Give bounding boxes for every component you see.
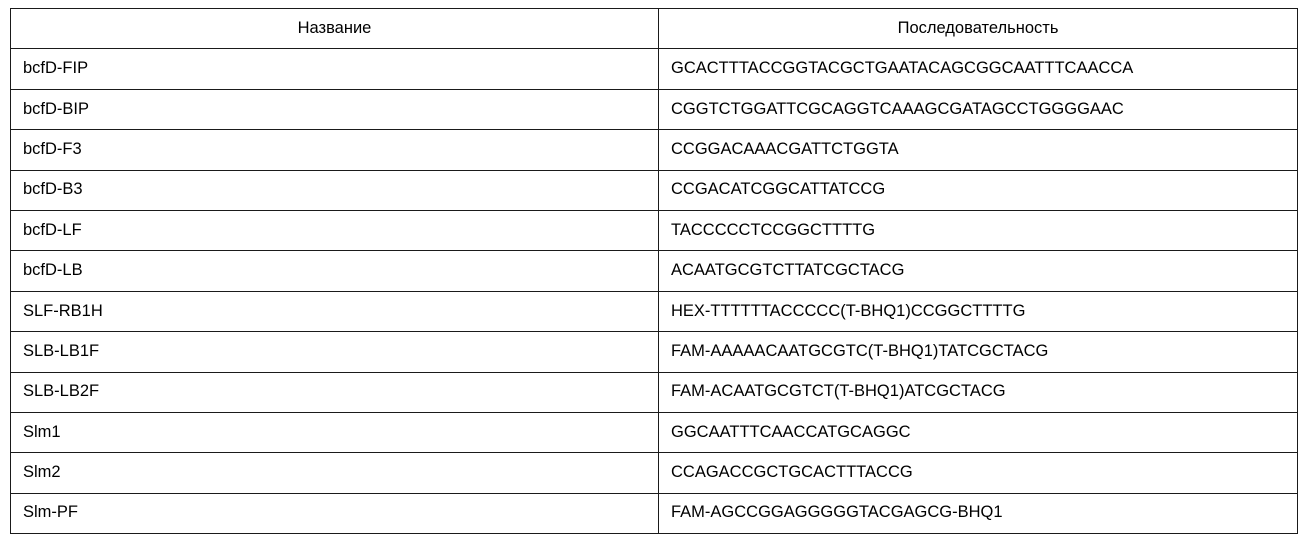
cell-sequence xyxy=(659,170,1298,210)
table-row xyxy=(11,210,1298,250)
primer-sequence: CGGTCTGGATTCGCAGGTCAAAGCGATAGCCTGGGGAAC xyxy=(671,99,1124,118)
primer-name: bcfD-LF xyxy=(23,220,82,239)
primer-sequence: CCGGACAAACGATTCTGGTA xyxy=(671,139,899,158)
cell-name xyxy=(11,453,659,493)
column-header-name xyxy=(11,9,659,49)
column-header-name-label: Название xyxy=(297,18,372,37)
primer-sequence: HEX-TTTTTTACCCCC(T-BHQ1)CCGGCTTTTG xyxy=(671,301,1026,320)
primer-name: bcfD-FIP xyxy=(23,59,89,78)
primer-sequence: ACAATGCGTCTTATCGCTACG xyxy=(671,261,905,280)
column-header-sequence-label: Последовательность xyxy=(897,18,1059,37)
table-header xyxy=(11,9,1298,49)
cell-sequence xyxy=(659,251,1298,291)
primer-name: bcfD-B3 xyxy=(23,180,83,199)
table-row xyxy=(11,332,1298,372)
table-row xyxy=(11,372,1298,412)
primer-name: SLB-LB1F xyxy=(23,341,100,360)
primer-name: bcfD-BIP xyxy=(23,99,90,118)
primer-sequence: FAM-ACAATGCGTCT(T-BHQ1)ATCGCTACG xyxy=(671,382,1006,401)
primer-table xyxy=(10,8,1298,534)
cell-sequence xyxy=(659,453,1298,493)
table-header-row xyxy=(11,9,1298,49)
cell-sequence xyxy=(659,332,1298,372)
table-body xyxy=(11,49,1298,534)
cell-sequence xyxy=(659,412,1298,452)
cell-sequence xyxy=(659,49,1298,89)
cell-sequence xyxy=(659,372,1298,412)
table-row xyxy=(11,251,1298,291)
primer-name: SLF-RB1H xyxy=(23,301,103,320)
primer-name: Slm2 xyxy=(23,463,61,482)
cell-name xyxy=(11,332,659,372)
cell-name xyxy=(11,170,659,210)
primer-name: bcfD-LB xyxy=(23,261,83,280)
table-row xyxy=(11,493,1298,533)
column-header-sequence xyxy=(659,9,1298,49)
primer-sequence: CCAGACCGCTGCACTTTACCG xyxy=(671,463,913,482)
primer-sequence: TACCCCCTCCGGCTTTTG xyxy=(671,220,876,239)
primer-sequence: GCACTTTACCGGTACGCTGAATACAGCGGCAATTTCAACCA xyxy=(671,59,1134,78)
table-row xyxy=(11,170,1298,210)
primer-name: bcfD-F3 xyxy=(23,139,82,158)
table-row xyxy=(11,89,1298,129)
primer-name: Slm-PF xyxy=(23,503,78,522)
cell-name xyxy=(11,251,659,291)
primer-sequence: GGCAATTTCAACCATGCAGGC xyxy=(671,422,911,441)
table-row xyxy=(11,453,1298,493)
table-row xyxy=(11,291,1298,331)
cell-name xyxy=(11,89,659,129)
table-row xyxy=(11,412,1298,452)
cell-sequence xyxy=(659,130,1298,170)
cell-name xyxy=(11,130,659,170)
cell-name xyxy=(11,412,659,452)
primer-sequence: FAM-AAAAACAATGCGTC(T-BHQ1)TATCGCTACG xyxy=(671,341,1049,360)
cell-name xyxy=(11,49,659,89)
cell-sequence xyxy=(659,89,1298,129)
primer-name: SLB-LB2F xyxy=(23,382,100,401)
cell-name xyxy=(11,493,659,533)
table-row xyxy=(11,49,1298,89)
table-row xyxy=(11,130,1298,170)
cell-name xyxy=(11,372,659,412)
cell-sequence xyxy=(659,493,1298,533)
primer-sequence: FAM-AGCCGGAGGGGGTACGAGCG-BHQ1 xyxy=(671,503,1003,522)
primer-sequence: CCGACATCGGCATTATCCG xyxy=(671,180,886,199)
primer-name: Slm1 xyxy=(23,422,61,441)
cell-name xyxy=(11,291,659,331)
cell-name xyxy=(11,210,659,250)
cell-sequence xyxy=(659,210,1298,250)
cell-sequence xyxy=(659,291,1298,331)
